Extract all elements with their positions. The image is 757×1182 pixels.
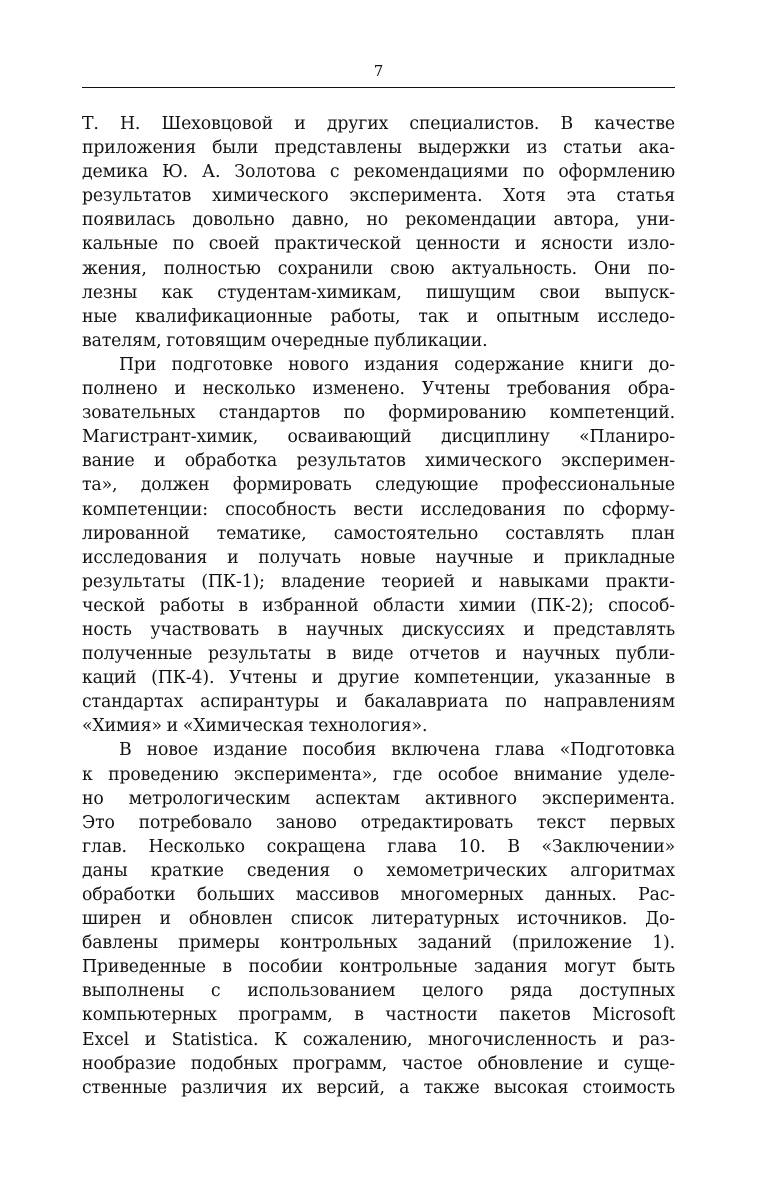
- text-line: зовательных стандартов по формированию компетенций.: [82, 403, 675, 424]
- text-line: кальные по своей практической ценности и ясности изло-: [82, 234, 675, 255]
- text-line: компетенции: способность вести исследования по сформу-: [82, 499, 675, 520]
- text-line: ственные различия их версий, а также высокая стоимость: [82, 1077, 675, 1098]
- text-line: Магистрант-химик, осваивающий дисциплину «Планиро-: [82, 427, 675, 448]
- text-line: ность участвовать в научных дискуссиях и представлять: [82, 619, 675, 640]
- text-line: При подготовке нового издания содержание книги до-: [119, 354, 675, 375]
- text-line: стандартах аспирантуры и бакалавриата по направлениям: [82, 692, 675, 713]
- text-line: В новое издание пособия включена глава «Подготовка: [119, 740, 675, 761]
- text-line: но метрологическим аспектам активного эксперимента.: [82, 788, 675, 809]
- text-line: бавлены примеры контрольных заданий (приложение 1).: [82, 933, 675, 954]
- text-line: Excel и Statistica. К сожалению, многочисленность и раз-: [82, 1029, 675, 1050]
- text-line: демика Ю. А. Золотова с рекомендациями по оформлению: [82, 162, 675, 183]
- paragraph: [82, 353, 675, 739]
- text-line: даны краткие сведения о хемометрических алгоритмах: [82, 860, 675, 881]
- text-line: исследования и получать новые научные и прикладные: [82, 547, 675, 568]
- text-line: ширен и обновлен список литературных источников. До-: [82, 909, 675, 930]
- paragraph: [82, 738, 675, 1099]
- text-line: ческой работы в избранной области химии (ПК-2); способ-: [82, 595, 675, 616]
- book-page: [82, 0, 675, 1182]
- text-line: полученные результаты в виде отчетов и научных публи-: [82, 644, 675, 665]
- text-line: приложения были представлены выдержки из статьи ака-: [82, 138, 675, 159]
- text-line: выполнены с использованием целого ряда доступных: [82, 981, 675, 1002]
- text-line: полнено и несколько изменено. Учтены требования обра-: [82, 379, 675, 400]
- text-line: обработки больших массивов многомерных данных. Рас-: [82, 885, 675, 905]
- text-line: Т. Н. Шеховцовой и других специалистов. В качестве: [82, 114, 675, 134]
- paragraph: [82, 112, 675, 353]
- text-line: компьютерных программ, в частности пакетов Microsoft: [82, 1005, 675, 1026]
- text-line: ные квалификационные работы, так и опытным исследо-: [82, 306, 675, 327]
- text-line: жения, полностью сохранили свою актуальность. Они по-: [82, 258, 675, 279]
- body-text: [82, 112, 675, 1100]
- text-line: Приведенные в пособии контрольные задания могут быть: [82, 957, 675, 978]
- text-line: «Химия» и «Химическая технология».: [82, 716, 428, 737]
- text-line: появилась довольно давно, но рекомендации автора, уни-: [82, 210, 675, 231]
- text-line: лезны как студентам-химикам, пишущим свои выпуск-: [82, 282, 675, 303]
- text-line: результатов химического эксперимента. Хотя эта статья: [82, 186, 675, 207]
- text-line: к проведению эксперимента», где особое внимание уделе-: [82, 764, 675, 785]
- header-rule: [82, 87, 675, 88]
- text-line: лированной тематике, самостоятельно составлять план: [82, 523, 675, 544]
- text-line: вателям, готовящим очередные публикации.: [82, 330, 488, 351]
- text-line: Это потребовало заново отредактировать текст первых: [82, 812, 675, 833]
- text-line: результаты (ПК-1); владение теорией и навыками практи-: [82, 571, 675, 592]
- text-line: глав. Несколько сокращена глава 10. В «Заключении»: [82, 836, 675, 857]
- text-line: нообразие подобных программ, частое обновление и суще-: [82, 1053, 675, 1074]
- page-number: 7: [373, 62, 384, 80]
- text-line: каций (ПК-4). Учтены и другие компетенции, указанные в: [82, 668, 675, 689]
- text-line: вание и обработка результатов химического эксперимен-: [82, 451, 675, 472]
- text-line: та», должен формировать следующие профессиональные: [82, 475, 675, 496]
